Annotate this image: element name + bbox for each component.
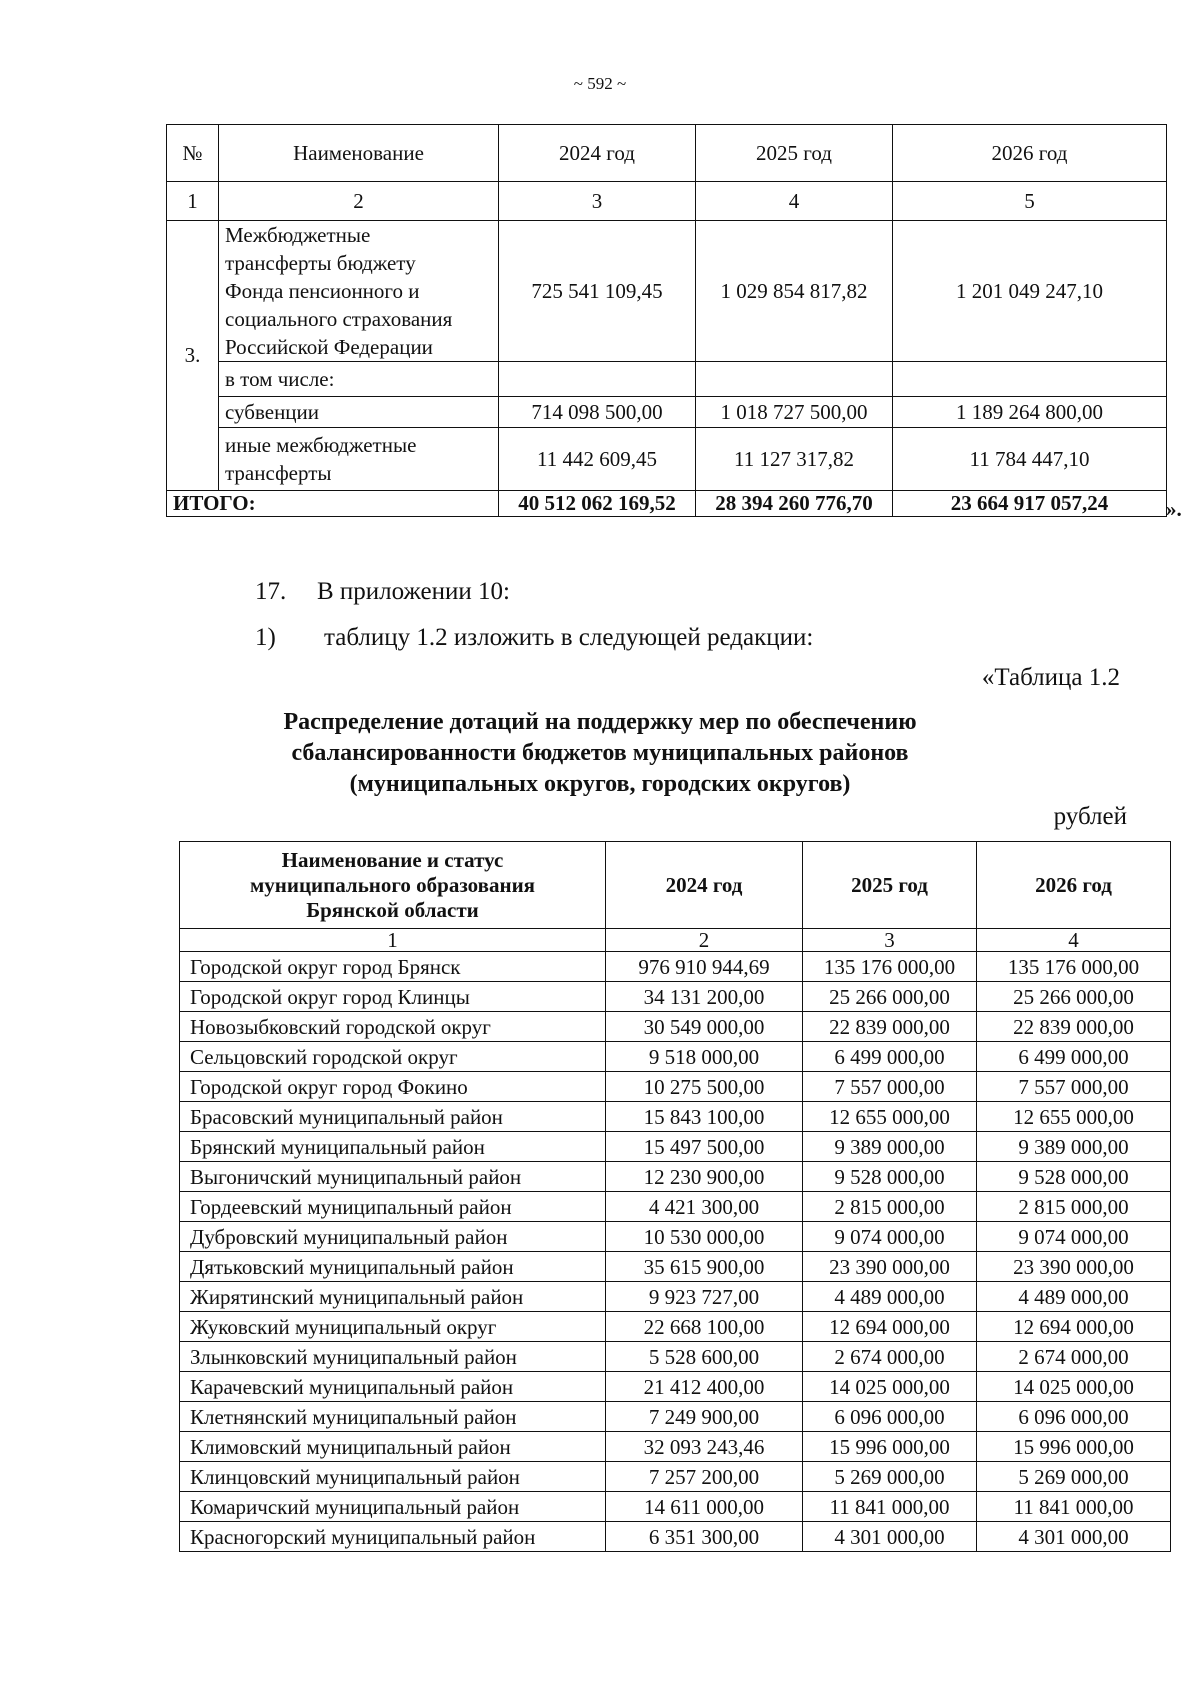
value-2026: 1 189 264 800,00	[893, 397, 1167, 428]
table-row	[180, 1042, 1171, 1072]
value-2024: 22 668 100,00	[606, 1312, 803, 1342]
transfers-table	[166, 124, 1167, 517]
table-row	[180, 1402, 1171, 1432]
value-2025: 5 269 000,00	[803, 1462, 977, 1492]
value-2024: 11 442 609,45	[499, 428, 696, 491]
total-2026: 23 664 917 057,24	[893, 491, 1167, 517]
municipality-name: Дятьковский муниципальный район	[180, 1252, 606, 1282]
table-row	[180, 1222, 1171, 1252]
row-name	[219, 221, 499, 362]
paragraph-number: 1)	[255, 624, 276, 651]
total-2025: 28 394 260 776,70	[696, 491, 893, 517]
header-2025: 2025 год	[803, 842, 977, 929]
value-2024: 7 249 900,00	[606, 1402, 803, 1432]
name-line: Межбюджетные	[225, 223, 371, 247]
value-2026: 135 176 000,00	[977, 952, 1171, 982]
value-2025: 12 655 000,00	[803, 1102, 977, 1132]
table-row	[180, 1132, 1171, 1162]
index-cell: 1	[167, 182, 219, 221]
table-row	[180, 1492, 1171, 1522]
municipality-name: Жуковский муниципальный округ	[180, 1312, 606, 1342]
index-cell: 3	[499, 182, 696, 221]
municipality-name: Сельцовский городской округ	[180, 1042, 606, 1072]
value-2026: 25 266 000,00	[977, 982, 1171, 1012]
header-line: Брянской области	[306, 897, 479, 922]
value-2025: 2 674 000,00	[803, 1342, 977, 1372]
table-header-row	[167, 125, 1167, 182]
municipality-name: Городской округ город Клинцы	[180, 982, 606, 1012]
table-row	[180, 1012, 1171, 1042]
value-2025: 23 390 000,00	[803, 1252, 977, 1282]
row-name: в том числе:	[219, 362, 499, 397]
value-2024: 12 230 900,00	[606, 1162, 803, 1192]
value-2025: 9 074 000,00	[803, 1222, 977, 1252]
municipality-name: Жирятинский муниципальный район	[180, 1282, 606, 1312]
index-cell: 5	[893, 182, 1167, 221]
table-row	[180, 1252, 1171, 1282]
value-2026: 9 074 000,00	[977, 1222, 1171, 1252]
table-row	[167, 362, 1167, 397]
table-row	[180, 1192, 1171, 1222]
header-2024: 2024 год	[606, 842, 803, 929]
index-cell: 4	[696, 182, 893, 221]
value-2025: 14 025 000,00	[803, 1372, 977, 1402]
value-2026: 12 694 000,00	[977, 1312, 1171, 1342]
value-2025: 6 499 000,00	[803, 1042, 977, 1072]
total-label: ИТОГО:	[167, 491, 499, 517]
value-2026: 2 674 000,00	[977, 1342, 1171, 1372]
value-2026: 4 489 000,00	[977, 1282, 1171, 1312]
municipality-name: Городской округ город Брянск	[180, 952, 606, 982]
table-reference: «Таблица 1.2	[981, 664, 1120, 691]
subsidies-table	[179, 841, 1171, 1552]
value-2025: 12 694 000,00	[803, 1312, 977, 1342]
value-2026: 5 269 000,00	[977, 1462, 1171, 1492]
value-2025: 6 096 000,00	[803, 1402, 977, 1432]
value-2025: 1 029 854 817,82	[696, 221, 893, 362]
page-number: ~ 592 ~	[573, 74, 627, 93]
table-row	[180, 982, 1171, 1012]
value-2026: 12 655 000,00	[977, 1102, 1171, 1132]
municipality-name: Карачевский муниципальный район	[180, 1372, 606, 1402]
table-row	[180, 1102, 1171, 1132]
value-2026: 2 815 000,00	[977, 1192, 1171, 1222]
value-2024: 32 093 243,46	[606, 1432, 803, 1462]
title-line: Распределение дотаций на поддержку мер по обеспечению	[283, 709, 917, 735]
value-2024: 34 131 200,00	[606, 982, 803, 1012]
section-number: 3.	[167, 221, 219, 491]
municipality-name: Гордеевский муниципальный район	[180, 1192, 606, 1222]
name-line: иные межбюджетные	[225, 433, 417, 457]
units-label: рублей	[1053, 803, 1127, 830]
value-2024: 6 351 300,00	[606, 1522, 803, 1552]
header-line: муниципального образования	[249, 872, 536, 897]
value-2026: 9 389 000,00	[977, 1132, 1171, 1162]
empty-cell	[696, 362, 893, 397]
value-2026: 15 996 000,00	[977, 1432, 1171, 1462]
value-2026: 4 301 000,00	[977, 1522, 1171, 1552]
table-row	[180, 1372, 1171, 1402]
municipality-name: Новозыбковский городской округ	[180, 1012, 606, 1042]
value-2025: 2 815 000,00	[803, 1192, 977, 1222]
municipality-name: Выгоничский муниципальный район	[180, 1162, 606, 1192]
value-2025: 9 389 000,00	[803, 1132, 977, 1162]
municipality-name: Городской округ город Фокино	[180, 1072, 606, 1102]
table-row	[167, 397, 1167, 428]
table-row	[180, 1522, 1171, 1552]
header-name: Наименование	[219, 125, 499, 182]
municipality-name: Климовский муниципальный район	[180, 1432, 606, 1462]
table-row	[180, 1462, 1171, 1492]
value-2024: 9 518 000,00	[606, 1042, 803, 1072]
table-title	[0, 707, 1200, 800]
paragraph-number: 17.	[255, 578, 287, 605]
table-row	[180, 952, 1171, 982]
value-2024: 714 098 500,00	[499, 397, 696, 428]
name-line: Российской Федерации	[225, 335, 433, 359]
value-2026: 11 841 000,00	[977, 1492, 1171, 1522]
value-2025: 25 266 000,00	[803, 982, 977, 1012]
municipality-name: Клинцовский муниципальный район	[180, 1462, 606, 1492]
value-2024: 30 549 000,00	[606, 1012, 803, 1042]
value-2024: 976 910 944,69	[606, 952, 803, 982]
row-name	[219, 428, 499, 491]
value-2024: 15 843 100,00	[606, 1102, 803, 1132]
value-2024: 9 923 727,00	[606, 1282, 803, 1312]
value-2025: 1 018 727 500,00	[696, 397, 893, 428]
header-2026: 2026 год	[977, 842, 1171, 929]
table-row	[180, 1312, 1171, 1342]
value-2024: 15 497 500,00	[606, 1132, 803, 1162]
value-2025: 11 841 000,00	[803, 1492, 977, 1522]
value-2024: 10 275 500,00	[606, 1072, 803, 1102]
value-2025: 11 127 317,82	[696, 428, 893, 491]
value-2025: 4 301 000,00	[803, 1522, 977, 1552]
table-row	[180, 1342, 1171, 1372]
title-line: сбалансированности бюджетов муниципальных районов	[291, 740, 909, 766]
municipality-name: Брянский муниципальный район	[180, 1132, 606, 1162]
value-2025: 4 489 000,00	[803, 1282, 977, 1312]
municipality-name: Дубровский муниципальный район	[180, 1222, 606, 1252]
name-line: Фонда пенсионного и	[225, 279, 420, 303]
value-2026: 9 528 000,00	[977, 1162, 1171, 1192]
header-number: №	[167, 125, 219, 182]
value-2026: 11 784 447,10	[893, 428, 1167, 491]
index-cell: 4	[977, 929, 1171, 952]
value-2024: 14 611 000,00	[606, 1492, 803, 1522]
table-row	[180, 1162, 1171, 1192]
index-cell: 2	[606, 929, 803, 952]
header-2026: 2026 год	[893, 125, 1167, 182]
value-2026: 1 201 049 247,10	[893, 221, 1167, 362]
column-index-row	[167, 182, 1167, 221]
municipality-name: Красногорский муниципальный район	[180, 1522, 606, 1552]
value-2026: 7 557 000,00	[977, 1072, 1171, 1102]
table-body	[180, 952, 1171, 1552]
value-2026: 6 499 000,00	[977, 1042, 1171, 1072]
value-2024: 21 412 400,00	[606, 1372, 803, 1402]
municipality-name: Комаричский муниципальный район	[180, 1492, 606, 1522]
title-line: (муниципальных округов, городских округов)	[349, 771, 851, 797]
value-2024: 5 528 600,00	[606, 1342, 803, 1372]
header-line: Наименование и статус	[281, 847, 504, 872]
table-row	[180, 1432, 1171, 1462]
value-2026: 6 096 000,00	[977, 1402, 1171, 1432]
municipality-name: Клетнянский муниципальный район	[180, 1402, 606, 1432]
value-2025: 9 528 000,00	[803, 1162, 977, 1192]
value-2024: 10 530 000,00	[606, 1222, 803, 1252]
value-2024: 7 257 200,00	[606, 1462, 803, 1492]
value-2024: 4 421 300,00	[606, 1192, 803, 1222]
paragraph-1	[255, 624, 813, 652]
header-name	[180, 842, 606, 929]
index-cell: 2	[219, 182, 499, 221]
table-row	[180, 1282, 1171, 1312]
value-2024: 35 615 900,00	[606, 1252, 803, 1282]
empty-cell	[893, 362, 1167, 397]
row-name: субвенции	[219, 397, 499, 428]
value-2025: 135 176 000,00	[803, 952, 977, 982]
empty-cell	[499, 362, 696, 397]
value-2025: 15 996 000,00	[803, 1432, 977, 1462]
total-row	[167, 491, 1167, 517]
paragraph-17	[255, 578, 510, 606]
paragraph-text: В приложении 10:	[317, 578, 510, 605]
column-index-row	[180, 929, 1171, 952]
index-cell: 1	[180, 929, 606, 952]
table-row	[180, 1072, 1171, 1102]
table-row	[167, 221, 1167, 362]
header-2025: 2025 год	[696, 125, 893, 182]
table-header-row	[180, 842, 1171, 929]
municipality-name: Злынковский муниципальный район	[180, 1342, 606, 1372]
value-2026: 14 025 000,00	[977, 1372, 1171, 1402]
municipality-name: Брасовский муниципальный район	[180, 1102, 606, 1132]
value-2024: 725 541 109,45	[499, 221, 696, 362]
name-line: социального страхования	[225, 307, 453, 331]
value-2026: 23 390 000,00	[977, 1252, 1171, 1282]
value-2025: 7 557 000,00	[803, 1072, 977, 1102]
header-2024: 2024 год	[499, 125, 696, 182]
value-2026: 22 839 000,00	[977, 1012, 1171, 1042]
table-row	[167, 428, 1167, 491]
paragraph-text: таблицу 1.2 изложить в следующей редакции:	[324, 624, 814, 651]
total-2024: 40 512 062 169,52	[499, 491, 696, 517]
name-line: трансферты	[225, 461, 332, 485]
closing-quote: ».	[1166, 497, 1182, 521]
index-cell: 3	[803, 929, 977, 952]
name-line: трансферты бюджету	[225, 251, 416, 275]
value-2025: 22 839 000,00	[803, 1012, 977, 1042]
